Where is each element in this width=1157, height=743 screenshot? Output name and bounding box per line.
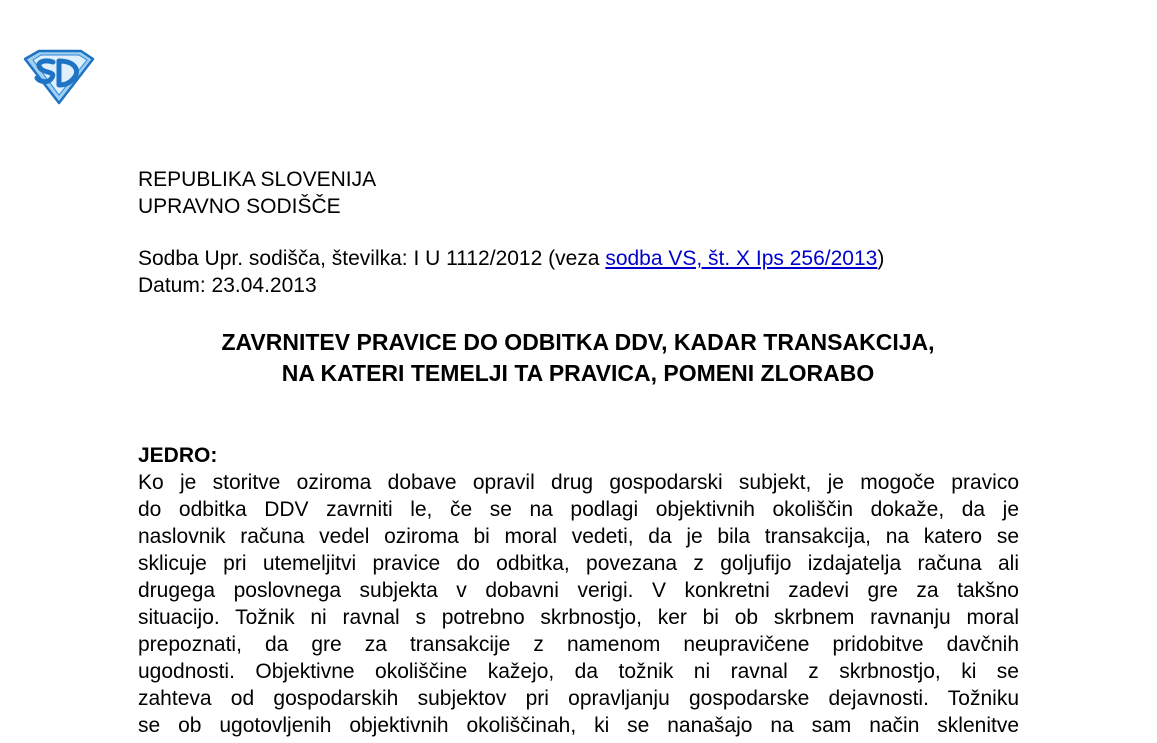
jedro-paragraph (138, 469, 1019, 739)
jedro-line: do odbitka DDV zavrniti le, če se na podlagi objektivnih okoliščin dokaže, da je (138, 498, 1019, 521)
jedro-line: sklicuje pri utemeljitvi pravice do odbitka, povezana z goljufijo izdajatelja računa ali (138, 552, 1019, 575)
title-line-2: NA KATERI TEMELJI TA PRAVICA, POMENI ZLORABO (281, 360, 875, 386)
case-number-line (138, 245, 884, 272)
case-number-suffix: ) (877, 247, 885, 270)
jedro-line: prepoznati, da gre za transakcije z namenom neupravičene pridobitve davčnih (138, 633, 1019, 656)
jedro-heading: JEDRO: (138, 444, 218, 467)
judgment-date: Datum: 23.04.2013 (138, 274, 317, 297)
jedro-line: se ob ugotovljenih objektivnih okoliščinah, ki se nanašajo na sam način sklenitve (138, 714, 1019, 737)
title-line-1: ZAVRNITEV PRAVICE DO ODBITKA DDV, KADAR TRANSAKCIJA, (221, 329, 935, 355)
court-header (138, 166, 376, 220)
jedro-line: zahteva od gospodarskih subjektov pri opravljanju gospodarske dejavnosti. Tožniku (138, 687, 1019, 710)
jedro-line: ugodnosti. Objektivne okoliščine kažejo, da tožnik ni ravnal z skrbnostjo, ki se (138, 660, 1019, 683)
case-number-text: Sodba Upr. sodišča, številka: I U 1112/2012 (veza (138, 247, 606, 270)
jedro-line: drugega poslovnega subjekta v dobavni verigi. V konkretni zadevi gre za takšno (138, 579, 1019, 602)
court-name: UPRAVNO SODIŠČE (138, 195, 341, 218)
jedro-line: situacijo. Tožnik ni ravnal s potrebno skrbnostjo, ker bi ob skrbnem ravnanju moral (138, 606, 1019, 629)
country-name: REPUBLIKA SLOVENIJA (138, 168, 377, 191)
case-reference (138, 245, 884, 299)
document-title (138, 327, 1018, 389)
supreme-court-ruling-link[interactable]: sodba VS, št. X Ips 256/2013 (605, 247, 878, 270)
court-logo-icon (21, 47, 95, 105)
jedro-line: Ko je storitve oziroma dobave opravil drug gospodarski subjekt, je mogoče pravico (138, 471, 1019, 494)
jedro-line: naslovnik računa vedel oziroma bi moral vedeti, da je bila transakcija, na katero se (138, 525, 1019, 548)
